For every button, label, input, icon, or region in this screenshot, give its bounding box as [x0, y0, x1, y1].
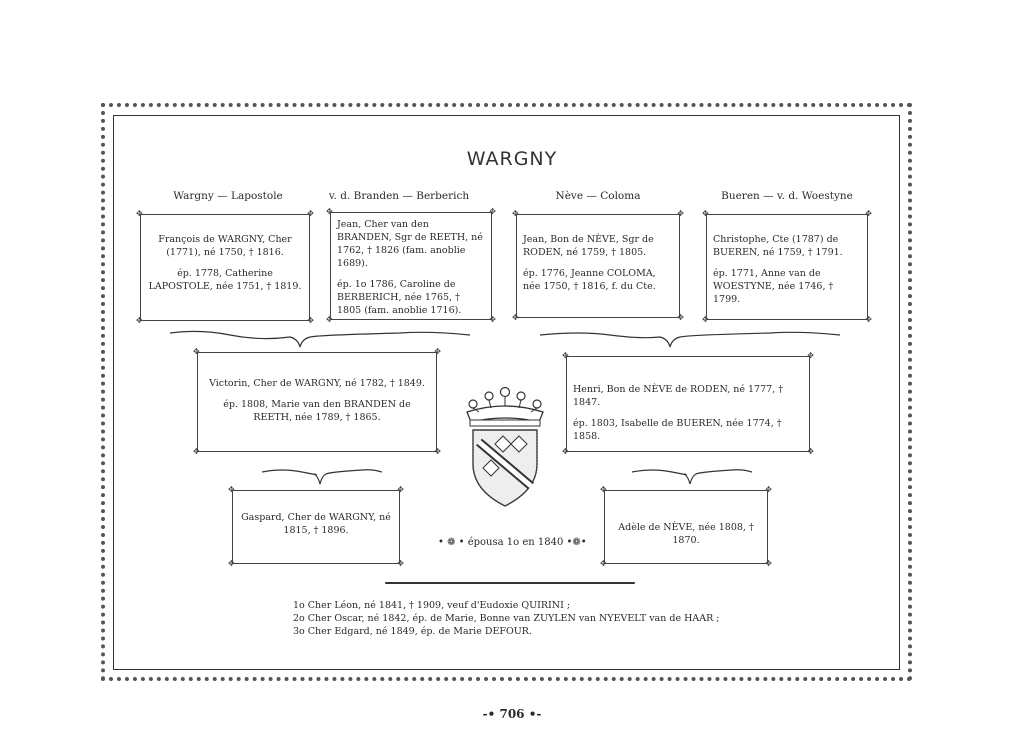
coat-of-arms-icon: [455, 382, 555, 512]
child-entry: 3o Cher Edgard, né 1849, ép. de Marie DEFOUR.: [293, 626, 532, 637]
person-box-victorin: [193, 347, 441, 456]
spouse-line: ép. 1776, Jeanne COLOMA, née 1750, † 1816, f. du Cte.: [523, 268, 656, 292]
child-entry: 2o Cher Oscar, né 1842, ép. de Marie, Bonne van ZUYLEN van NYEVELT van de HAAR ;: [293, 613, 720, 624]
corner-ornament-icon: ✥: [807, 447, 814, 456]
spouse-line: ép. 1778, Catherine LAPOSTOLE, née 1751, † 1819.: [148, 268, 302, 292]
page-number: -• 706 •-: [482, 707, 542, 721]
person-line: Christophe, Cte (1787) de BUEREN, né 1759, † 1791.: [713, 234, 843, 258]
page-title: WARGNY: [466, 148, 558, 170]
corner-ornament-icon: ✥: [512, 313, 519, 322]
connector-brace-right: [540, 327, 840, 351]
children-list: [293, 599, 719, 638]
corner-ornament-icon: ✥: [677, 209, 684, 218]
person-line: Jean, Bon de NÈVE, Sgr de RODEN, né 1759, † 1805.: [523, 234, 654, 258]
person-line: Adèle de NÈVE, née 1808, † 1870.: [618, 522, 754, 546]
spouse-line: ép. 1803, Isabelle de BUEREN, née 1774, † 1858.: [573, 418, 782, 442]
column-heading-2: v. d. Branden — Berberich: [328, 190, 470, 202]
person-line: François de WARGNY, Cher (1771), né 1750, † 1816.: [158, 234, 292, 258]
connector-brace-left: [170, 327, 470, 351]
spouse-line: ép. 1o 1786, Caroline de BERBERICH, née 1765, † 1805 (fam. anoblie 1716).: [337, 279, 462, 316]
person-line: Henri, Bon de NÈVE de RODEN, né 1777, † 1847.: [573, 384, 783, 408]
person-box-gaspard: [228, 485, 404, 568]
corner-ornament-icon: ✥: [865, 315, 872, 324]
corner-ornament-icon: ✥: [702, 315, 709, 324]
person-box-adele: [600, 485, 772, 568]
corner-ornament-icon: ✥: [326, 315, 333, 324]
corner-ornament-icon: ✥: [397, 559, 404, 568]
spouse-line: ép. 1808, Marie van den BRANDEN de REETH, née 1789, † 1865.: [223, 399, 411, 423]
corner-ornament-icon: ✥: [600, 559, 607, 568]
corner-ornament-icon: ✥: [434, 447, 441, 456]
corner-ornament-icon: ✥: [307, 209, 314, 218]
separator-line: [385, 582, 635, 584]
person-box-bueren-woestyne: [702, 209, 872, 324]
connector-brace-gen3-right: [632, 464, 752, 488]
column-heading-4: Bueren — v. d. Woestyne: [721, 190, 853, 202]
column-heading-3: Nève — Coloma: [555, 190, 641, 202]
person-box-neve-coloma: [512, 209, 684, 322]
corner-ornament-icon: ✥: [193, 447, 200, 456]
corner-ornament-icon: ✥: [512, 209, 519, 218]
corner-ornament-icon: ✥: [562, 447, 569, 456]
corner-ornament-icon: ✥: [765, 485, 772, 494]
corner-ornament-icon: ✥: [397, 485, 404, 494]
person-box-henri: [562, 351, 814, 456]
connector-brace-gen3-left: [262, 464, 382, 488]
corner-ornament-icon: ✥: [136, 316, 143, 325]
corner-ornament-icon: ✥: [434, 347, 441, 356]
corner-ornament-icon: ✥: [136, 209, 143, 218]
corner-ornament-icon: ✥: [489, 207, 496, 216]
person-line: Jean, Cher van den BRANDEN, Sgr de REETH, né 1762, † 1826 (fam. anoblie 1689).: [337, 219, 483, 269]
corner-ornament-icon: ✥: [228, 485, 235, 494]
corner-ornament-icon: ✥: [228, 559, 235, 568]
corner-ornament-icon: ✥: [307, 316, 314, 325]
marriage-note: • ❁ • épousa 1o en 1840 •❁•: [438, 537, 587, 548]
person-line: Gaspard, Cher de WARGNY, né 1815, † 1896.: [241, 512, 391, 536]
corner-ornament-icon: ✥: [865, 209, 872, 218]
corner-ornament-icon: ✥: [193, 347, 200, 356]
corner-ornament-icon: ✥: [489, 315, 496, 324]
corner-ornament-icon: ✥: [765, 559, 772, 568]
person-box-branden-berberich: [326, 207, 496, 324]
corner-ornament-icon: ✥: [677, 313, 684, 322]
corner-ornament-icon: ✥: [562, 351, 569, 360]
child-entry: 1o Cher Léon, né 1841, † 1909, veuf d'Eudoxie QUIRINI ;: [293, 600, 571, 611]
spouse-line: ép. 1771, Anne van de WOESTYNE, née 1746, † 1799.: [713, 268, 834, 305]
corner-ornament-icon: ✥: [326, 207, 333, 216]
column-heading-1: Wargny — Lapostole: [173, 190, 283, 202]
corner-ornament-icon: ✥: [702, 209, 709, 218]
corner-ornament-icon: ✥: [807, 351, 814, 360]
corner-ornament-icon: ✥: [600, 485, 607, 494]
person-line: Victorin, Cher de WARGNY, né 1782, † 1849.: [209, 378, 425, 389]
person-box-wargny-lapostole: [136, 209, 314, 325]
